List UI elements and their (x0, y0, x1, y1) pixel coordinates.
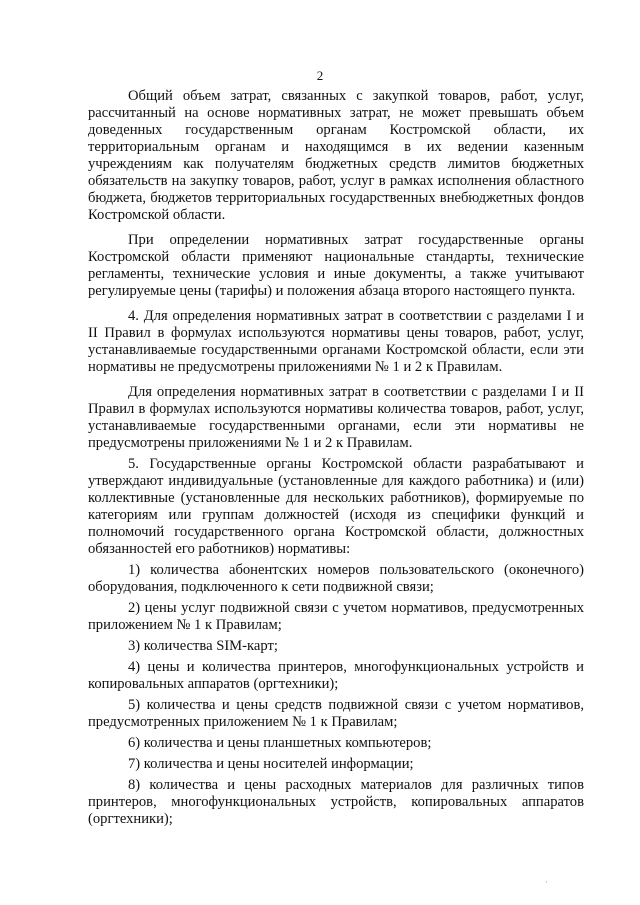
list-item: 1) количества абонентских номеров пользовательского (оконечного) оборудования, подключенного к сети подвижной связи; (88, 562, 584, 595)
scan-speck: · (545, 878, 548, 887)
document-body (88, 88, 584, 832)
list-item: 4) цены и количества принтеров, многофункциональных устройств и копировальных аппаратов (оргтехники); (88, 659, 584, 692)
paragraph-total-costs: Общий объем затрат, связанных с закупкой товаров, работ, услуг, рассчитанный на основе нормативных затрат, не может превышать объем доведенных государственным органам Костромской области, их территориальным органам и находящимся в их ведении казенным учреждениям как получателям бюджетных средств лимитов бюджетных обязательств на закупку товаров, работ, услуг в рамках исполнения областного бюджета, бюджетов территориальных государственных внебюджетных фондов Костромской области. (88, 88, 584, 223)
list-item: 7) количества и цены носителей информации; (128, 756, 414, 772)
list-item: 2) цены услуг подвижной связи с учетом нормативов, предусмотренных приложением № 1 к Правилам; (88, 600, 584, 633)
list-item: 6) количества и цены планшетных компьютеров; (128, 735, 432, 751)
paragraph-point-5: 5. Государственные органы Костромской области разрабатывают и утверждают индивидуальные (установленные для каждого работника) и (или) коллективные (установленные для нескольких работников), формируемые по категориям или группам должностей (исходя из специфики функций и полномочий государственного органа Костромской области, должностных обязанностей его работников) нормативы: (88, 456, 584, 557)
paragraph-quantity-norms: Для определения нормативных затрат в соответствии с разделами I и II Правил в формулах используются нормативы количества товаров, работ, услуг, устанавливаемые государственными органами, если эти нормативы не предусмотрены приложениями № 1 и 2 к Правилам. (88, 384, 584, 451)
list-item: 5) количества и цены средств подвижной связи с учетом нормативов, предусмотренных приложением № 1 к Правилам; (88, 697, 584, 730)
list-item: 3) количества SIM-карт; (128, 638, 278, 654)
paragraph-point-4: 4. Для определения нормативных затрат в соответствии с разделами I и II Правил в формулах используются нормативы цены товаров, работ, услуг, устанавливаемые государственными органами Костромской области, если эти нормативы не предусмотрены приложениями № 1 и 2 к Правилам. (88, 308, 584, 375)
list-item: 8) количества и цены расходных материалов для различных типов принтеров, многофункциональных устройств, копировальных аппаратов (оргтехники); (88, 777, 584, 827)
page-number: 2 (316, 68, 324, 83)
paragraph-standards: При определении нормативных затрат государственные органы Костромской области применяют национальные стандарты, технические регламенты, технические условия и иные документы, а также учитывают регулируемые цены (тарифы) и положения абзаца второго настоящего пункта. (88, 232, 584, 299)
